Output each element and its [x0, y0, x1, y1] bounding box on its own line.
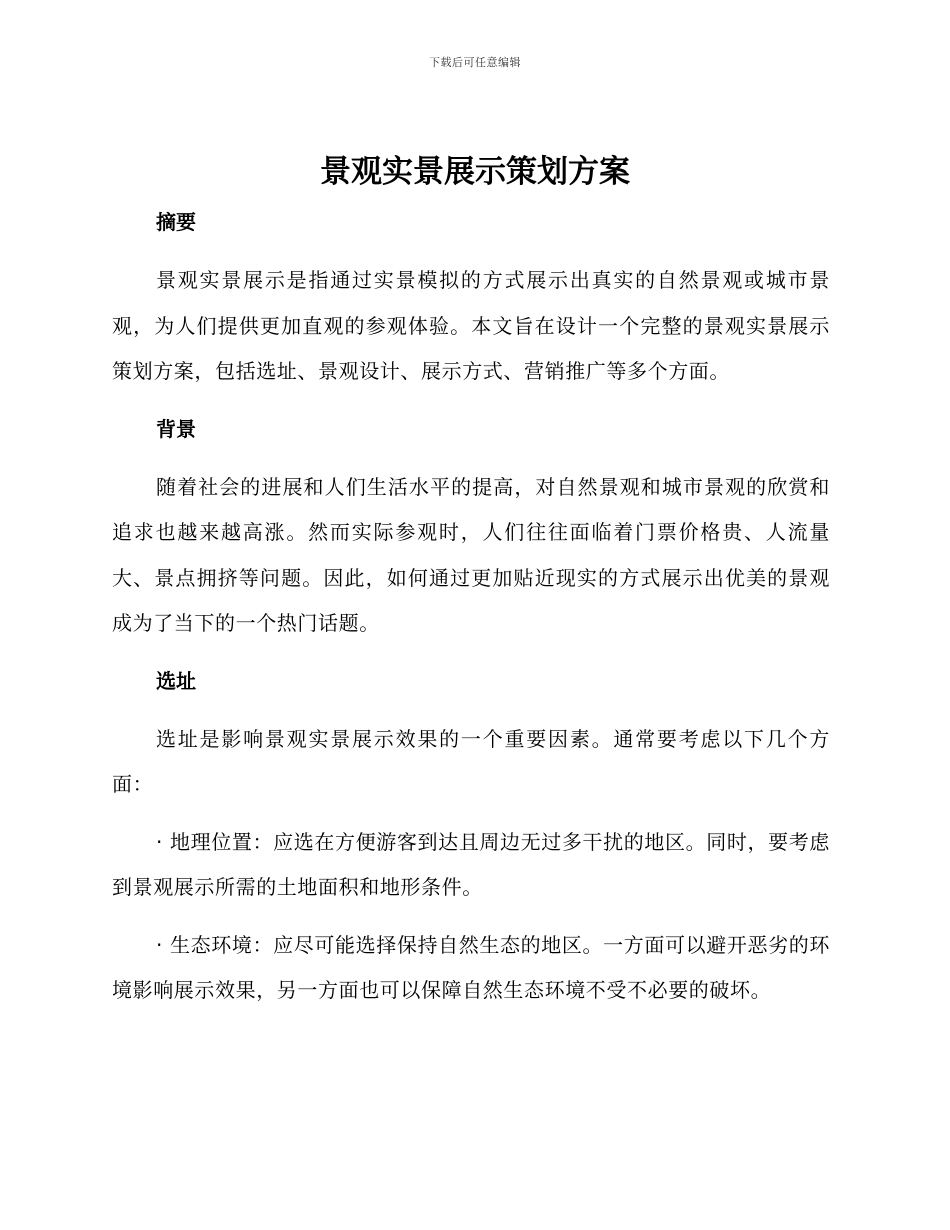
background-paragraph: 随着社会的进展和人们生活水平的提高，对自然景观和城市景观的欣赏和追求也越来越高涨。然而实际参观时，人们往往面临着门票价格贵、人流量大、景点拥挤等问题。因此，如何通过更加贴近现实的方式展示出优美的景观成为了当下的一个热门话题。 — [112, 474, 830, 635]
section-heading-background: 背景 — [156, 416, 196, 441]
site-point-ecology: · 生态环境：应尽可能选择保持自然生态的地区。一方面可以避开恶劣的环境影响展示效果，另一方面也可以保障自然生态环境不受不必要的破坏。 — [112, 932, 830, 1002]
document-body — [112, 200, 830, 1026]
page-header-note: 下载后可任意编辑 — [429, 56, 521, 69]
section-heading-abstract: 摘要 — [156, 210, 196, 234]
abstract-paragraph: 景观实景展示是指通过实景模拟的方式展示出真实的自然景观或城市景观，为人们提供更加直观的参观体验。本文旨在设计一个完整的景观实景展示策划方案，包括选址、景观设计、展示方式、营销推广等多个方面。 — [112, 268, 830, 383]
section-heading-site-selection: 选址 — [156, 668, 196, 693]
site-selection-paragraph: 选址是影响景观实景展示效果的一个重要因素。通常要考虑以下几个方面： — [112, 726, 830, 796]
document-title: 景观实景展示策划方案 — [320, 154, 630, 190]
site-point-geography: · 地理位置：应选在方便游客到达且周边无过多干扰的地区。同时，要考虑到景观展示所需的土地面积和地形条件。 — [112, 829, 830, 899]
